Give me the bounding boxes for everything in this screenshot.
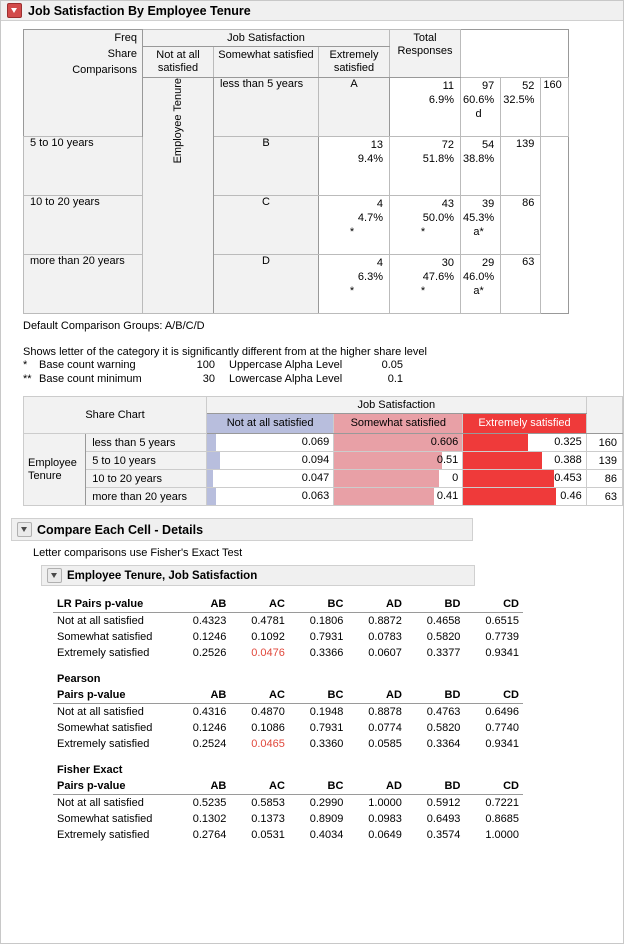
lr-row-0: [53, 613, 523, 630]
lr-value: 0.4658: [426, 615, 461, 627]
share-bar-0-1: [334, 434, 463, 452]
row-letter-0: A: [319, 78, 390, 137]
pearson-value: 0.1246: [192, 722, 227, 734]
share-bar-1-2: [463, 452, 586, 470]
legend-row: [23, 372, 403, 386]
fisher-col-ac: AC: [230, 778, 289, 795]
share-chart-col-extremely: Extremely satisfied: [463, 414, 586, 434]
lr-value: 0.7739: [485, 631, 519, 643]
pearson-value: 0.5820: [426, 722, 461, 734]
lr-value: 0.0783: [368, 631, 402, 643]
legend-label2-1: Lowercase Alpha Level: [229, 373, 343, 385]
cell-cmp: *: [349, 285, 355, 297]
pearson-value: 0.9341: [485, 738, 519, 750]
share-chart-header-row-1: [24, 397, 623, 414]
cell-share: 32.5%: [503, 94, 535, 106]
lr-value: 0.5820: [426, 631, 461, 643]
pearson-value: 0.3360: [309, 738, 344, 750]
share-value: 0.51: [436, 454, 459, 466]
fisher-col-ab: AB: [172, 778, 231, 795]
share-bar-1-0: [206, 452, 333, 470]
cell-share: 9.4%: [357, 153, 383, 165]
fisher-row-0: [53, 795, 523, 812]
lr-row-label: Extremely satisfied: [57, 647, 150, 659]
cell-share: 60.6%: [463, 94, 495, 106]
row-total-3: 63: [501, 255, 541, 314]
share-chart-col-not-at-all: Not at all satisfied: [206, 414, 333, 434]
lr-row-2: [53, 645, 523, 661]
share-value: 0.325: [554, 436, 582, 448]
pearson-value: 0.4316: [192, 706, 227, 718]
share-chart-total-2: 86: [586, 470, 622, 488]
page-title: Job Satisfaction By Employee Tenure: [28, 3, 251, 18]
share-chart-group-title: Job Satisfaction: [206, 397, 586, 414]
compare-section-title: Compare Each Cell - Details: [37, 522, 204, 537]
share-value: 0.388: [554, 454, 582, 466]
share-chart-row-label-3: more than 20 years: [86, 488, 207, 506]
fisher-value: 0.2764: [192, 829, 227, 841]
lr-col-ab: AB: [172, 596, 231, 613]
share-chart-total-1: 139: [586, 452, 622, 470]
compare-sub-header: [41, 565, 475, 586]
cell-cmp: d: [475, 108, 482, 120]
pearson-value: 0.3364: [426, 738, 461, 750]
cell-share: 47.6%: [422, 271, 454, 283]
pearson-value: 0.1948: [309, 706, 344, 718]
lr-value: 0.2526: [192, 647, 227, 659]
crosstab-col-extremely: Extremely satisfied: [319, 47, 390, 78]
share-value: 0.069: [301, 436, 330, 448]
share-chart-container: [23, 396, 623, 506]
fisher-value: 0.4034: [309, 829, 344, 841]
cell-cmp: [503, 107, 534, 121]
share-chart-row-label-0: less than 5 years: [86, 434, 207, 452]
fisher-value: 0.0649: [368, 829, 402, 841]
legend-symbol-1: **: [23, 373, 32, 385]
compare-sub-title: Employee Tenure, Job Satisfaction: [67, 569, 258, 582]
pearson-row-2: [53, 736, 523, 752]
pearson-title: Pearson: [57, 673, 101, 685]
share-value: 0.41: [436, 490, 459, 502]
cell-share: 45.3%: [463, 212, 495, 224]
row-label-3: more than 20 years: [24, 255, 143, 314]
share-chart-total-3: 63: [586, 488, 622, 506]
fisher-value: 0.2990: [309, 797, 344, 809]
cell-0-1: [461, 78, 501, 137]
pearson-row-0: [53, 704, 523, 721]
fisher-header-row: [53, 778, 523, 795]
legend-table: [23, 358, 403, 386]
lr-value: 0.3377: [426, 647, 461, 659]
cell-freq: 4: [376, 257, 383, 269]
pearson-col-ab: AB: [172, 687, 231, 704]
cell-cmp: [392, 107, 454, 121]
share-chart-table: [23, 396, 623, 506]
pearson-value: 0.8878: [368, 706, 402, 718]
cell-freq: 97: [481, 80, 495, 92]
lr-col-cd: CD: [464, 596, 523, 613]
share-value: 0.047: [301, 472, 330, 484]
lr-value: 0.1092: [251, 631, 285, 643]
lr-value-significant: 0.0476: [251, 647, 285, 659]
cell-freq: 43: [441, 198, 454, 210]
pearson-col-ac: AC: [230, 687, 289, 704]
stats-block-fisher: [53, 762, 623, 843]
cell-freq: 39: [481, 198, 495, 210]
cell-cmp: *: [349, 226, 355, 238]
share-bar-0-2: [463, 434, 586, 452]
share-value: 0: [452, 472, 459, 484]
share-value: 0.606: [430, 436, 459, 448]
pearson-col-bc: BC: [289, 687, 348, 704]
lr-col-ac: AC: [230, 596, 289, 613]
share-bar-2-2: [463, 470, 586, 488]
pearson-value: 0.2524: [192, 738, 227, 750]
fisher-row-1: [53, 811, 523, 827]
row-group-text: Employee Tenure: [172, 78, 184, 164]
lr-value: 0.1806: [309, 615, 344, 627]
row-group-line2: Tenure: [28, 469, 62, 482]
legend-row: [23, 358, 403, 372]
fisher-col-ad: AD: [347, 778, 406, 795]
lr-header-row: [53, 596, 523, 613]
share-chart-row-label-1: 5 to 10 years: [86, 452, 207, 470]
report-title-bar: [1, 1, 623, 21]
legend-text-1: Base count minimum: [39, 373, 142, 385]
row-label-2: 10 to 20 years: [24, 196, 143, 255]
fisher-value: 0.0531: [251, 829, 285, 841]
cell-2-2: [461, 196, 501, 255]
pearson-value: 0.0774: [368, 722, 402, 734]
fisher-value: 0.5235: [192, 797, 227, 809]
share-bar-3-0: [206, 488, 333, 506]
fisher-value: 0.0983: [368, 813, 402, 825]
fisher-row-2: [53, 827, 523, 843]
cell-cmp: a*: [473, 226, 484, 238]
cell-share: 46.0%: [463, 271, 495, 283]
cell-freq: 30: [441, 257, 454, 269]
fisher-title: Fisher Exact: [57, 764, 123, 776]
compare-sub-disclosure-icon[interactable]: [47, 568, 62, 583]
pearson-subtitle: Pairs p-value: [53, 687, 172, 704]
cell-freq: 72: [441, 139, 454, 151]
lr-title: LR Pairs p-value: [53, 596, 172, 613]
share-bar-3-2: [463, 488, 586, 506]
row-total-2: 86: [501, 196, 541, 255]
pearson-row-label: Not at all satisfied: [57, 706, 144, 718]
cell-0-0: [390, 78, 461, 137]
cell-share: 50.0%: [422, 212, 454, 224]
pearson-row-1: [53, 720, 523, 736]
cell-freq: 4: [376, 198, 383, 210]
cell-freq: 54: [481, 139, 495, 151]
row-group-line1: Employee: [28, 456, 77, 469]
fisher-col-bc: BC: [289, 778, 348, 795]
fisher-value: 0.5912: [426, 797, 461, 809]
share-bar-1-1: [334, 452, 463, 470]
pearson-value: 0.4870: [251, 706, 285, 718]
pearson-col-bd: BD: [406, 687, 465, 704]
share-chart-row: [24, 434, 623, 452]
cell-cmp: a*: [473, 285, 484, 297]
fisher-value: 0.8685: [485, 813, 519, 825]
legend-value2-1: 0.1: [387, 373, 403, 385]
cell-freq: 29: [481, 257, 495, 269]
pearson-table: [53, 671, 523, 752]
legend-symbol-0: *: [23, 359, 28, 371]
cell-2-0: [319, 196, 390, 255]
fisher-subtitle: Pairs p-value: [53, 778, 172, 795]
fisher-value: 1.0000: [368, 797, 402, 809]
row-label-0: less than 5 years: [214, 78, 319, 137]
cell-1-1: [390, 137, 461, 196]
share-bar-3-1: [334, 488, 463, 506]
lr-value: 0.9341: [485, 647, 519, 659]
crosstab-row: [24, 255, 569, 314]
share-chart-row-label-2: 10 to 20 years: [86, 470, 207, 488]
share-value: 0.094: [301, 454, 330, 466]
share-chart-total-0: 160: [586, 434, 622, 452]
cell-3-0: [319, 255, 390, 314]
lr-value: 0.1246: [192, 631, 227, 643]
row-letter-3: D: [214, 255, 319, 314]
cell-freq: 11: [442, 80, 454, 92]
pearson-value: 0.7740: [485, 722, 519, 734]
row-letter-1: B: [214, 137, 319, 196]
stub-label-share: Share: [24, 46, 142, 62]
share-chart-corner-label: Share Chart: [24, 397, 207, 434]
lr-value: 0.4323: [192, 615, 227, 627]
cell-freq: 52: [522, 80, 535, 92]
legend-intro: Shows letter of the category it is significantly different from at the higher share level: [23, 346, 427, 358]
cell-share: 6.3%: [357, 271, 383, 283]
compare-disclosure-icon[interactable]: [17, 522, 32, 537]
stub-label-comparisons: Comparisons: [24, 62, 142, 78]
lr-col-bd: BD: [406, 596, 465, 613]
share-chart-row-group: [24, 434, 86, 506]
stats-block-pearson: [53, 671, 623, 752]
lr-row-label: Not at all satisfied: [57, 615, 144, 627]
fisher-value: 0.5853: [251, 797, 285, 809]
fisher-value: 0.8909: [309, 813, 344, 825]
fisher-value: 0.1373: [251, 813, 285, 825]
share-bar-2-0: [206, 470, 333, 488]
cell-cmp: *: [420, 226, 426, 238]
cell-cmp: [463, 166, 494, 180]
compare-section-header: [11, 518, 473, 541]
share-chart-row: [24, 452, 623, 470]
pearson-row-label: Somewhat satisfied: [57, 722, 153, 734]
lr-value: 0.8872: [368, 615, 402, 627]
fisher-value: 0.3574: [426, 829, 461, 841]
row-total-1: 139: [501, 137, 541, 196]
share-chart-total-head: [586, 397, 622, 434]
pearson-row-label: Extremely satisfied: [57, 738, 150, 750]
stub-label-freq: Freq: [24, 30, 142, 46]
pearson-value-significant: 0.0465: [251, 738, 285, 750]
lr-value: 0.3366: [309, 647, 344, 659]
lr-row-label: Somewhat satisfied: [57, 631, 153, 643]
share-chart-row: [24, 488, 623, 506]
pearson-value: 0.0585: [368, 738, 402, 750]
cell-1-0: [319, 137, 390, 196]
cell-cmp: [392, 166, 454, 180]
share-value: 0.46: [560, 490, 582, 502]
legend-value-0: 100: [196, 359, 215, 371]
fisher-row-label: Not at all satisfied: [57, 797, 144, 809]
cell-share: 6.9%: [428, 94, 454, 106]
cell-1-2: [461, 137, 501, 196]
legend-text-0: Base count warning: [39, 359, 136, 371]
cell-2-1: [390, 196, 461, 255]
row-total-0: 160: [541, 78, 568, 137]
fisher-row-label: Extremely satisfied: [57, 829, 150, 841]
legend-value2-0: 0.05: [381, 359, 403, 371]
legend-block: [23, 346, 623, 386]
crosstab-header-row-1: [24, 30, 569, 47]
crosstab-stub-block: [24, 30, 143, 137]
lr-table: [53, 596, 523, 661]
fisher-col-bd: BD: [406, 778, 465, 795]
cell-share: 38.8%: [463, 153, 495, 165]
cell-share: 51.8%: [422, 153, 454, 165]
lr-value: 0.6515: [485, 615, 519, 627]
pearson-col-cd: CD: [464, 687, 523, 704]
crosstab-row-group-label: [143, 78, 214, 314]
compare-note: Letter comparisons use Fisher's Exact Test: [33, 547, 243, 559]
row-label-1: 5 to 10 years: [24, 137, 143, 196]
pearson-col-ad: AD: [347, 687, 406, 704]
pearson-value: 0.4763: [426, 706, 461, 718]
lr-value: 0.7931: [309, 631, 344, 643]
crosstab-col-somewhat: Somewhat satisfied: [214, 47, 319, 78]
cell-0-2: [501, 78, 541, 137]
row-letter-2: C: [214, 196, 319, 255]
default-comparison-groups-note: Default Comparison Groups: A/B/C/D: [23, 320, 205, 332]
pearson-title-row: [53, 671, 523, 687]
lr-value: 0.0607: [368, 647, 402, 659]
cell-share: 4.7%: [357, 212, 383, 224]
share-bar-2-1: [334, 470, 463, 488]
share-value: 0.453: [554, 472, 582, 484]
pearson-value: 0.7931: [309, 722, 344, 734]
share-bar-0-0: [206, 434, 333, 452]
disclosure-triangle-icon[interactable]: [7, 3, 22, 18]
cell-3-2: [461, 255, 501, 314]
share-chart-row: [24, 470, 623, 488]
lr-value: 0.4781: [251, 615, 285, 627]
legend-value-1: 30: [202, 373, 215, 385]
fisher-title-row: [53, 762, 523, 778]
fisher-col-cd: CD: [464, 778, 523, 795]
fisher-table: [53, 762, 523, 843]
cell-cmp: *: [420, 285, 426, 297]
crosstab-column-group-title: Job Satisfaction: [143, 30, 390, 47]
share-value: 0.063: [301, 490, 330, 502]
fisher-value: 0.1302: [192, 813, 227, 825]
crosstab-table: [23, 29, 569, 314]
fisher-row-label: Somewhat satisfied: [57, 813, 153, 825]
cell-cmp: [321, 166, 383, 180]
lr-row-1: [53, 629, 523, 645]
crosstab-row: [24, 196, 569, 255]
pearson-value: 0.6496: [485, 706, 519, 718]
stats-block-lr: [53, 596, 623, 661]
crosstab-col-not-at-all: Not at all satisfied: [143, 47, 214, 78]
crosstab-container: [23, 29, 623, 314]
pearson-header-row: [53, 687, 523, 704]
fisher-value: 1.0000: [485, 829, 519, 841]
cell-3-1: [390, 255, 461, 314]
lr-col-ad: AD: [347, 596, 406, 613]
fisher-value: 0.7221: [485, 797, 519, 809]
legend-label2-0: Uppercase Alpha Level: [229, 359, 343, 371]
cell-freq: 13: [370, 139, 383, 151]
fisher-value: 0.6493: [426, 813, 461, 825]
pearson-value: 0.1086: [251, 722, 285, 734]
crosstab-col-total: Total Responses: [390, 30, 461, 78]
crosstab-row: [24, 137, 569, 196]
lr-col-bc: BC: [289, 596, 348, 613]
share-chart-col-somewhat: Somewhat satisfied: [334, 414, 463, 434]
